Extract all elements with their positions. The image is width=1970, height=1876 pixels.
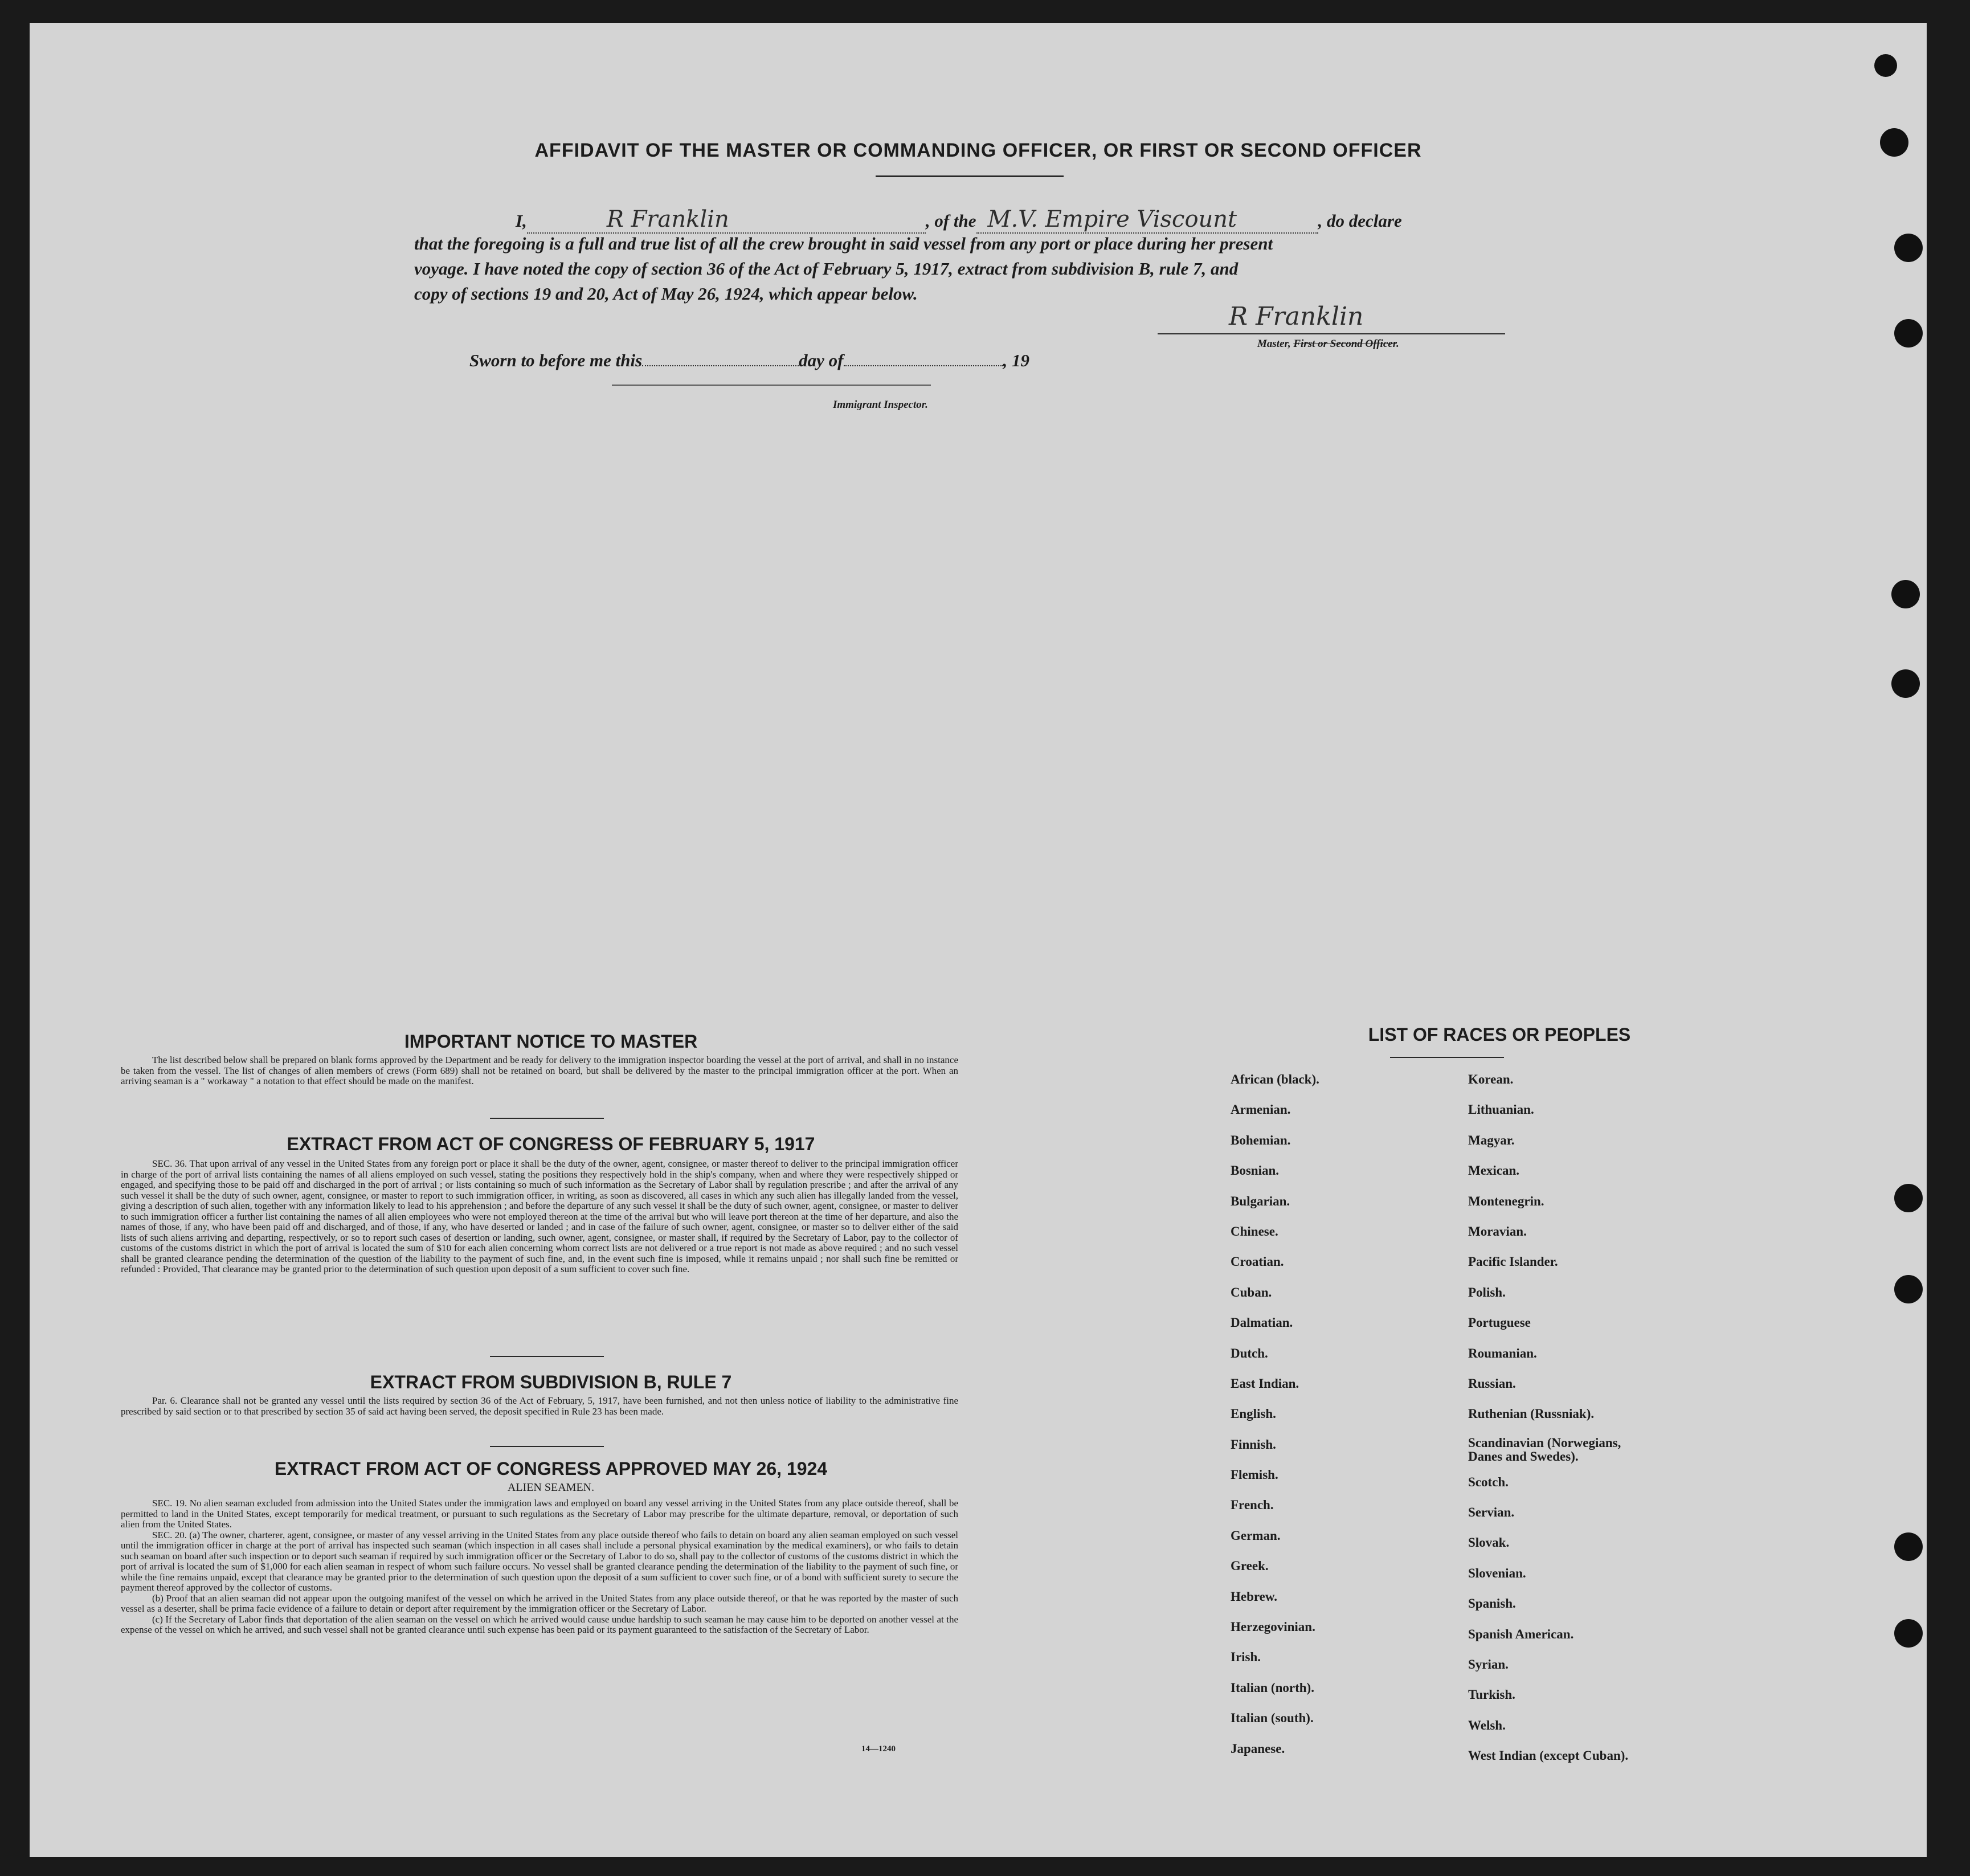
extract-1917-title: EXTRACT FROM ACT OF CONGRESS OF FEBRUARY 5, 1917 (287, 1134, 815, 1154)
notice-paragraph: The list described below shall be prepared on blank forms approved by the Department and be ready for delivery to the immigration inspector boarding the vessel at the port of arrival, and shall in no instance be taken from the vessel. The list of changes of alien members of crews (Form 689) shall not be retained on board, but shall be delivered by the master to the principal immigration officer at the port. When an arriving seaman is a " workaway " a notation to that effect should be made on the manifest. (121, 1055, 958, 1086)
rule-7-title: EXTRACT FROM SUBDIVISION B, RULE 7 (370, 1372, 732, 1392)
signer-title-end: . (1396, 338, 1399, 350)
races-title: LIST OF RACES OR PEOPLES (1368, 1024, 1631, 1045)
race-item: Montenegrin. (1468, 1194, 1544, 1208)
notice-title: IMPORTANT NOTICE TO MASTER (404, 1031, 698, 1052)
race-item: Ruthenian (Russniak). (1468, 1407, 1595, 1421)
document-page (30, 23, 1927, 1857)
punch-hole (1894, 1275, 1923, 1303)
punch-hole (1894, 319, 1923, 348)
affidavit-line-2: that the foregoing is a full and true list of all the crew brought in said vessel from any port or place during her present (414, 234, 1273, 254)
race-item: East Indian. (1231, 1376, 1299, 1391)
signature-rule (1158, 333, 1505, 334)
vessel-name-field (976, 206, 1318, 234)
race-item: Korean. (1468, 1072, 1514, 1086)
sworn-day-field (642, 365, 799, 366)
race-item: Syrian. (1468, 1657, 1509, 1672)
affidavit-title: AFFIDAVIT OF THE MASTER OR COMMANDING OFFICER, OR FIRST OR SECOND OFFICER (534, 140, 1422, 161)
sworn-line (469, 350, 1586, 371)
punch-hole (1894, 234, 1923, 262)
sworn-text: Sworn to before me this (469, 350, 643, 370)
alien-seamen-subtitle: ALIEN SEAMEN. (507, 1481, 595, 1494)
race-item: Lithuanian. (1468, 1102, 1534, 1117)
form-number: 14—1240 (861, 1744, 896, 1754)
race-item: Welsh. (1468, 1718, 1506, 1732)
races-left-column (1231, 1071, 1447, 1771)
race-item: Armenian. (1231, 1102, 1291, 1117)
race-item: Mexican. (1468, 1163, 1520, 1178)
race-item: Italian (north). (1231, 1680, 1314, 1695)
signer-title (1257, 338, 1399, 350)
race-item: English. (1231, 1407, 1276, 1421)
section-36-paragraph: SEC. 36. That upon arrival of any vessel in the United States from any foreign port or place it shall be the duty of the owner, agent, consignee, or master thereof to deliver to the principal immigration officer in charge of the port of arrival lists containing the names of all aliens employed on such vessel, stating the positions they respectively hold in the ship's company, when and where they were respectively shipped or engaged, and specifying those to be paid off and discharged in the port of arrival ; or lists containing so much of such information as the Secretary of Labor shall by regulation prescribe ; and after the arrival of any such vessel it shall be the duty of such owner, agent, consignee, or master to report to such immigration officer, in writing, as soon as discovered, all cases in which any such alien has illegally landed from the vessel, giving a description of such alien, together with any information likely to lead to his apprehension ; and before the departure of any such vessel it shall be the duty of such owner, agent, consignee, or master to deliver to such immigration officer a further list containing the names of all alien employees who were not employed thereon at the time of the arrival but who will leave port thereon at the time of her departure, and also the names of those, if any, who have been paid off and discharged, and of those, if any, who have deserted or landed ; and in case of the failure of such owner, agent, consignee, or master so to deliver either of the said lists of such aliens arriving and departing, respectively, or so to report such cases of desertion or landing, such owner, agent, consignee, or master shall, if required by the Secretary of Labor, pay to the collector of customs of the customs district in which the port of arrival is located the sum of $10 for each alien concerning whom correct lists are not delivered or a true report is not made as above required ; and no such vessel shall be granted clearance pending the determination of the question of the liability to the payment of such fine, and, in the event such fine is imposed, while it remains unpaid ; nor shall such fine be remitted or refunded : Provided, That clearance may be granted prior to the determination of such question upon deposit of a sum sufficient to cover such fine. (121, 1158, 958, 1274)
race-item: Herzegovinian. (1231, 1620, 1315, 1634)
race-item: Turkish. (1468, 1687, 1515, 1702)
section-19-paragraph: SEC. 19. No alien seaman excluded from admission into the United States under the immigration laws and employed on board any vessel arriving in the United States from any place outside thereof, shall be permitted to land in the United States, except temporarily for medical treatment, or pursuant to such regulations as the Secretary of Labor may prescribe for the ultimate departure, removal, or deportation of such alien from the United States. (121, 1498, 958, 1530)
inspector-label: Immigrant Inspector. (833, 399, 928, 411)
races-right-column (1468, 1071, 1707, 1778)
affidavit-line-4: copy of sections 19 and 20, Act of May 26, 1924, which appear below. (414, 284, 918, 304)
punch-hole (1891, 669, 1920, 698)
title-rule (876, 175, 1064, 177)
sworn-day-of: day of (799, 350, 844, 370)
race-item: Slovak. (1468, 1535, 1510, 1550)
race-item: Hebrew. (1231, 1589, 1277, 1604)
race-item: Magyar. (1468, 1133, 1515, 1147)
officer-name-field (527, 206, 926, 234)
do-declare-text: , do declare (1318, 211, 1402, 231)
race-item: Dalmatian. (1231, 1315, 1293, 1330)
race-item: German. (1231, 1528, 1281, 1543)
race-item: Greek. (1231, 1559, 1269, 1573)
punch-hole (1894, 1184, 1923, 1212)
rule-7-text (121, 1396, 958, 1417)
inspector-rule (612, 385, 931, 386)
punch-hole (1891, 580, 1920, 608)
master-signature: R Franklin (1229, 302, 1364, 331)
notice-text (121, 1055, 958, 1087)
section-20a-paragraph: SEC. 20. (a) The owner, charterer, agent, consignee, or master of any vessel arriving in the United States from any place outside thereof who fails to detain on board any alien seaman employed on such vessel until the immigration officer in charge at the port of arrival has inspected such seaman (which inspection in all cases shall include a personal physical examination by the medical examiners), or who fails to detain such seaman on board after such inspection or to deport such seaman if required by such immigration officer or the Secretary of Labor to do so, shall pay to the collector of customs of the customs district in which the port of arrival is located the sum of $1,000 for each alien seaman in respect of whom such failure occurs. No vessel shall be granted clearance pending the determination of the liability to the payment of such fine, or while the fine remains unpaid, except that clearance may be granted prior to the determination of such question upon the deposit of a sum sufficient to cover such fine, or of a bond with sufficient surety to secure the payment thereof approved by the collector of customs. (121, 1529, 958, 1593)
race-item: Irish. (1231, 1650, 1261, 1665)
race-item: Roumanian. (1468, 1346, 1537, 1360)
race-item: Bohemian. (1231, 1133, 1291, 1147)
punch-hole (1894, 1532, 1923, 1561)
race-item: African (black). (1231, 1072, 1319, 1086)
race-item: Finnish. (1231, 1437, 1276, 1452)
extract-1917-rule (490, 1356, 604, 1357)
race-item: French. (1231, 1498, 1274, 1513)
vessel-name: M.V. Empire Viscount (987, 206, 1237, 232)
race-item: Portuguese (1468, 1315, 1531, 1330)
race-item: Polish. (1468, 1285, 1506, 1299)
race-item: Russian. (1468, 1376, 1516, 1391)
race-item: Chinese. (1231, 1224, 1278, 1239)
races-rule (1390, 1057, 1504, 1058)
race-item: Spanish American. (1468, 1626, 1574, 1641)
affidavit-line-1 (414, 206, 1531, 234)
race-item: Pacific Islander. (1468, 1254, 1558, 1269)
punch-hole (1894, 1619, 1923, 1648)
race-item: Moravian. (1468, 1224, 1527, 1239)
race-item: Flemish. (1231, 1468, 1278, 1482)
section-20b-paragraph: (b) Proof that an alien seaman did not appear upon the outgoing manifest of the vessel on which he arrived in the United States from any place outside thereof, or that he was reported by the master of such vessel as a deserter, shall be prima facie evidence of a failure to detain or deport after requirement by the immigration officer or the Secretary of Labor. (121, 1592, 958, 1614)
punch-hole (1874, 54, 1897, 77)
affidavit-line-3: voyage. I have noted the copy of section 36 of the Act of February 5, 1917, extract from subdivision B, rule 7, and (414, 259, 1239, 279)
extract-1917-text (121, 1159, 958, 1275)
rule-7-rule (490, 1446, 604, 1447)
affidavit-i: I, (516, 211, 527, 231)
officer-name: R Franklin (606, 206, 729, 232)
race-item: Slovenian. (1468, 1566, 1526, 1580)
race-item: Croatian. (1231, 1254, 1284, 1269)
sworn-month-field (844, 365, 1003, 366)
notice-rule (490, 1118, 604, 1119)
sworn-year: , 19 (1003, 350, 1029, 370)
punch-hole (1880, 128, 1908, 157)
rule-7-paragraph: Par. 6. Clearance shall not be granted any vessel until the lists required by section 36 of the Act of February, 5, 1917, have been furnished, and not then unless notice of liability to the administrative fine prescribed by said section or to that prescribed by section 35 of said act having been served, the deposit specified in Rule 23 has been made. (121, 1395, 958, 1417)
race-item: Dutch. (1231, 1346, 1268, 1360)
race-item: West Indian (except Cuban). (1468, 1748, 1629, 1763)
section-20c-paragraph: (c) If the Secretary of Labor finds that deportation of the alien seaman on the vessel on which he arrived would cause undue hardship to such seaman he may cause him to be deported on another vessel at the expense of the vessel on which he arrived, and such vessel shall not be granted clearance until such expense has been paid or its payment guaranteed to the satisfaction of the Secretary of Labor. (121, 1613, 958, 1635)
race-item: Bosnian. (1231, 1163, 1280, 1178)
race-item: Scotch. (1468, 1474, 1509, 1489)
of-the-text: , of the (925, 211, 976, 231)
race-item: Japanese. (1231, 1741, 1285, 1756)
race-item: Scandinavian (Norwegians, Danes and Swedes). (1468, 1435, 1621, 1464)
race-item: Spanish. (1468, 1596, 1516, 1611)
extract-1924-title: EXTRACT FROM ACT OF CONGRESS APPROVED MAY 26, 1924 (274, 1458, 828, 1479)
race-item: Servian. (1468, 1505, 1515, 1520)
signer-title-master: Master, (1257, 338, 1294, 350)
race-item: Bulgarian. (1231, 1194, 1290, 1208)
extract-1924-text (121, 1498, 958, 1636)
race-item: Italian (south). (1231, 1711, 1314, 1726)
signer-title-struck: First or Second Officer (1293, 338, 1397, 350)
race-item: Cuban. (1231, 1285, 1272, 1299)
